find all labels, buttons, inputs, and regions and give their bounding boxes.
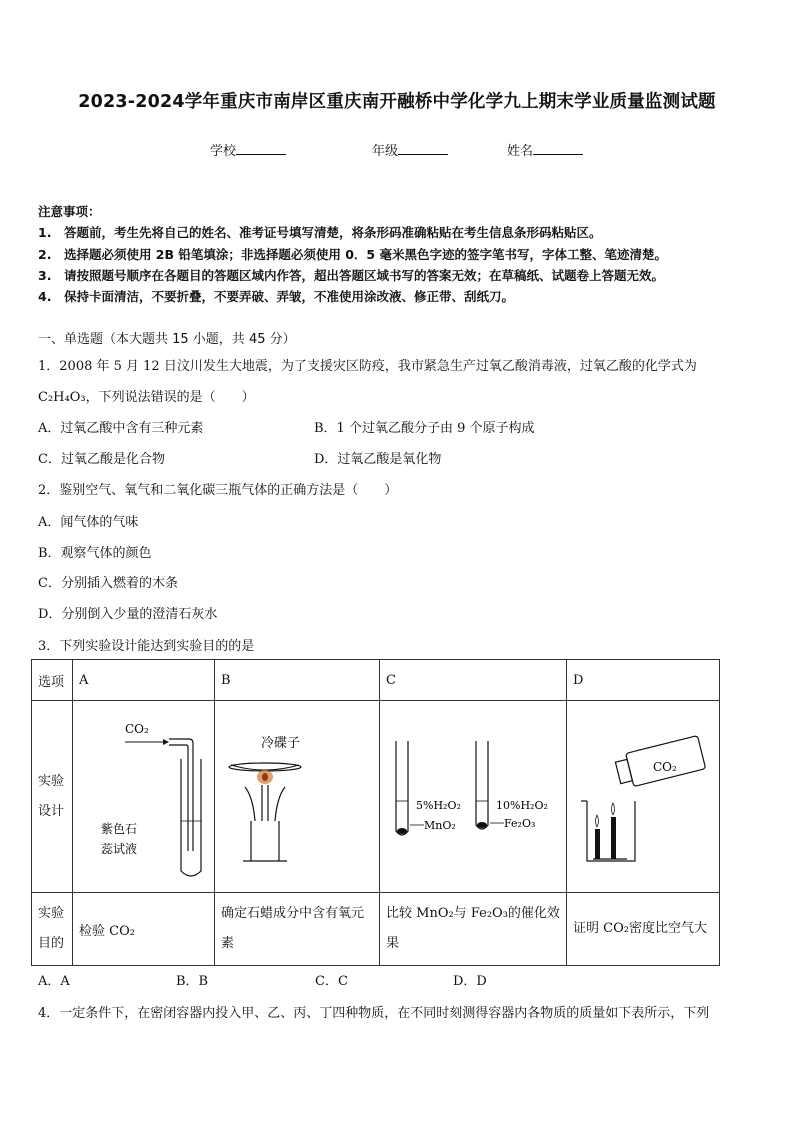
fig-a-arrow-head <box>163 739 169 745</box>
page-title: 2023-2024学年重庆市南岸区重庆南开融桥中学化学九上期末学业质量监测试题 <box>78 92 716 112</box>
header-a: A <box>73 660 215 701</box>
school-label: 学校 <box>210 144 237 159</box>
fig-b-dish-rim <box>231 765 299 770</box>
fig-d-candle-high <box>611 817 616 859</box>
figure-a-cell <box>73 701 215 893</box>
goal-b: 确定石蜡成分中含有氧元素 <box>215 893 380 966</box>
q2-option-a: A．闻气体的气味 <box>38 515 139 530</box>
header-c: C <box>380 660 567 701</box>
figure-a-co2-tube <box>73 701 214 888</box>
figure-c-catalyst <box>380 701 566 888</box>
fig-d-flame-high <box>612 803 615 815</box>
goal-a: 检验 CO₂ <box>73 893 215 966</box>
q3-stem: 3．下列实验设计能达到实验目的的是 <box>38 639 255 654</box>
notice-item: 3. 请按照题号顺序在各题目的答题区域内作答，超出答题区域书写的答案无效；在草稿纸、试题卷上答题无效。 <box>38 268 664 283</box>
fig-a-delivery-tube-inner <box>169 745 188 851</box>
figure-b-cell <box>215 701 380 893</box>
name-field <box>507 140 583 159</box>
q1-stem-line1: 1．2008 年 5 月 12 日汶川发生大地震，为了支援灾区防疫，我市紧急生产过氧乙酸消毒液，过氧乙酸的化学式为 <box>38 359 697 374</box>
goal-d: 证明 CO₂密度比空气大 <box>567 893 720 966</box>
fig-c-left-label-2: MnO₂ <box>424 819 456 832</box>
notice-heading: 注意事项： <box>38 204 101 219</box>
name-blank <box>533 143 583 155</box>
fig-a-label-1: 紫色石 <box>101 822 138 836</box>
fig-c-tube-right <box>476 741 488 829</box>
q3-answer-b: B．B <box>176 974 209 989</box>
fig-a-test-tube <box>181 759 201 876</box>
figure-d-cell <box>567 701 720 893</box>
q4-stem: 4．一定条件下，在密闭容器内投入甲、乙、丙、丁四种物质，在不同时刻测得容器内各物质的质量如下表所示，下列 <box>38 1006 710 1021</box>
fig-d-flame-low <box>596 815 599 827</box>
fig-b-stand-right <box>275 787 285 821</box>
fig-a-label-2: 蕊试液 <box>101 842 138 856</box>
experiment-table <box>31 659 720 966</box>
q3-answer-d: D．D <box>453 974 487 989</box>
fig-d-bottle-neck <box>615 759 632 783</box>
figure-d-pour-co2 <box>567 701 719 888</box>
goal-c: 比较 MnO₂与 Fe₂O₃的催化效果 <box>380 893 567 966</box>
fig-d-candle-low <box>595 829 600 859</box>
q1-stem-line2: C₂H₄O₃，下列说法错误的是（ ） <box>38 390 255 405</box>
notice-item: 2. 选择题必须使用 2B 铅笔填涂；非选择题必须使用 0．5 毫米黑色字迹的签字笔书写，字体工整、笔迹清楚。 <box>38 247 667 262</box>
grade-blank <box>398 143 448 155</box>
school-blank <box>236 143 286 155</box>
q2-stem: 2．鉴别空气、氧气和二氧化碳三瓶气体的正确方法是（ ） <box>38 483 398 498</box>
fig-c-right-label-2: Fe₂O₃ <box>504 817 536 830</box>
fig-b-stand-left <box>245 787 255 821</box>
q1-option-a: A．过氧乙酸中含有三种元素 <box>38 421 204 436</box>
goal-label: 实验目的 <box>32 893 73 966</box>
fig-c-powder-right <box>477 822 487 828</box>
fig-b-label: 冷碟子 <box>261 736 301 751</box>
figure-c-cell <box>380 701 567 893</box>
notice-item: 1. 答题前，考生先将自己的姓名、准考证号填写清楚，将条形码准确粘贴在考生信息条形码粘贴区。 <box>38 225 602 240</box>
fig-c-powder-left <box>397 828 407 834</box>
fig-a-gas-label: CO₂ <box>125 722 149 736</box>
fig-c-right-label-1: 10%H₂O₂ <box>496 799 548 812</box>
design-label: 实验设计 <box>32 701 73 893</box>
q1-option-c: C．过氧乙酸是化合物 <box>38 452 165 467</box>
grade-field <box>372 140 448 159</box>
header-b: B <box>215 660 380 701</box>
q2-option-c: C．分别插入燃着的木条 <box>38 576 178 591</box>
q2-option-b: B．观察气体的颜色 <box>38 546 152 561</box>
q3-answer-c: C．C <box>315 974 348 989</box>
section-heading: 一、单选题（本大题共 15 小题，共 45 分） <box>38 332 296 347</box>
q3-answer-a: A．A <box>38 974 70 989</box>
grade-label: 年级 <box>372 144 399 159</box>
q2-option-d: D．分别倒入少量的澄清石灰水 <box>38 607 218 622</box>
fig-d-gas-label: CO₂ <box>653 760 677 774</box>
q1-option-d: D．过氧乙酸是氧化物 <box>314 452 442 467</box>
header-d: D <box>567 660 720 701</box>
fig-b-flame-core <box>262 773 268 781</box>
fig-c-tube-left <box>396 741 408 835</box>
figure-b-candle <box>215 701 379 888</box>
school-field <box>210 140 286 159</box>
q1-option-b: B．1 个过氧乙酸分子由 9 个原子构成 <box>314 421 535 436</box>
header-option: 选项 <box>32 660 73 701</box>
name-label: 姓名 <box>507 144 534 159</box>
fig-c-left-label-1: 5%H₂O₂ <box>416 799 461 812</box>
notice-item: 4. 保持卡面清洁，不要折叠，不要弄破、弄皱，不准使用涂改液、修正带、刮纸刀。 <box>38 289 514 304</box>
